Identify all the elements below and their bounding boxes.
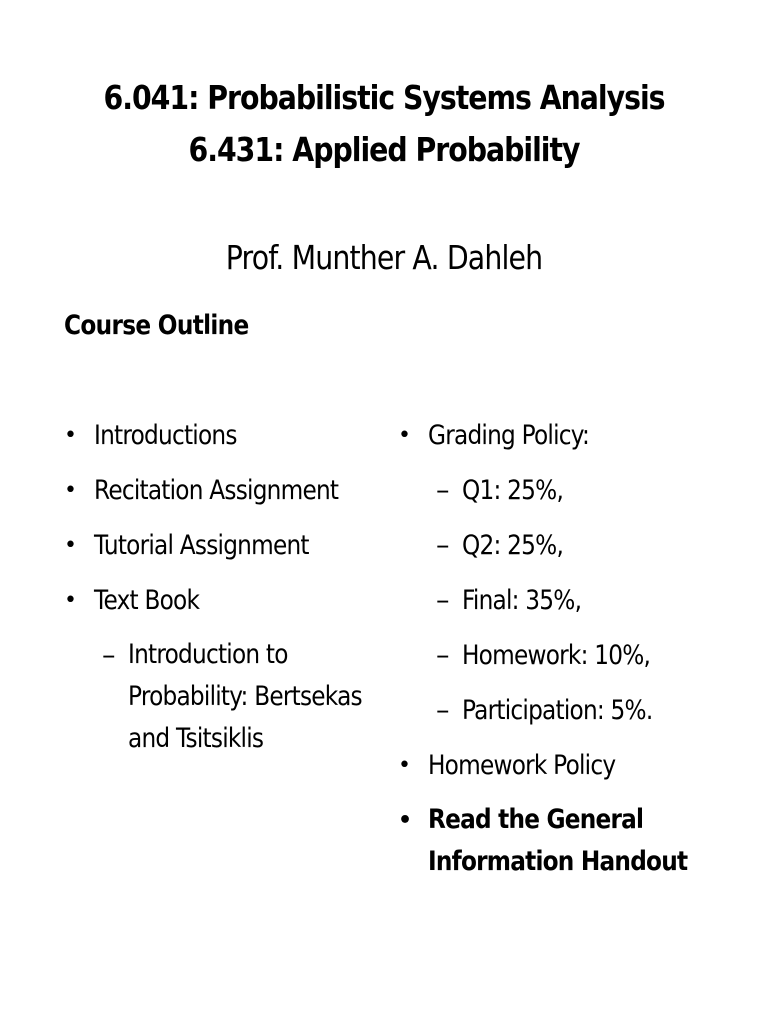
bullet-icon: •: [64, 588, 77, 613]
list-item-text-book: [62, 579, 382, 623]
list-item-homework-policy: [396, 744, 756, 788]
right-column: [396, 414, 756, 895]
read-handout-line-2: Information Handout: [428, 846, 688, 877]
left-bullet-list: [62, 414, 382, 761]
textbook-line-1: Introduction to: [128, 639, 288, 670]
slide-title: [0, 72, 768, 176]
read-handout-line-1: Read the General: [428, 804, 644, 835]
list-item-label: Recitation Assignment: [94, 475, 339, 506]
grading-item-label: Final: 35%,: [462, 585, 582, 616]
list-item-recitation-assignment: [62, 469, 382, 513]
dash-icon: –: [436, 585, 449, 616]
dash-icon: –: [436, 475, 449, 506]
bullet-icon: •: [398, 808, 412, 833]
list-item-label: Introductions: [94, 420, 237, 451]
grading-item-label: Homework: 10%,: [462, 640, 651, 671]
grading-item-label: Q2: 25%,: [462, 530, 564, 561]
grading-item-label: Q1: 25%,: [462, 475, 564, 506]
list-item-read-handout: [396, 799, 756, 884]
course-title-6041: 6.041: Probabilistic Systems Analysis: [103, 78, 665, 117]
grading-item-final: [396, 579, 756, 623]
course-outline-heading: Course Outline: [64, 310, 249, 341]
grading-item-homework: [396, 634, 756, 678]
list-item-label: Tutorial Assignment: [94, 530, 309, 561]
bullet-icon: •: [398, 423, 411, 448]
professor-name: Prof. Munther A. Dahleh: [225, 238, 543, 277]
textbook-reference-text: [128, 634, 362, 760]
left-column: [62, 414, 382, 772]
list-item-label: Text Book: [94, 585, 200, 616]
list-item-label: Grading Policy:: [428, 420, 590, 451]
bullet-icon: •: [64, 533, 77, 558]
list-item-introductions: [62, 414, 382, 458]
dash-icon: –: [436, 695, 449, 726]
bullet-icon: •: [398, 753, 411, 778]
right-bullet-list: [396, 414, 756, 884]
list-item-label: Homework Policy: [428, 750, 616, 781]
grading-item-q2: [396, 524, 756, 568]
dash-icon: –: [102, 640, 115, 671]
bullet-icon: •: [64, 423, 77, 448]
grading-item-participation: [396, 689, 756, 733]
dash-icon: –: [436, 530, 449, 561]
grading-item-label: Participation: 5%.: [462, 695, 653, 726]
textbook-line-3: and Tsitsiklis: [128, 723, 264, 754]
read-handout-text: [428, 799, 687, 883]
textbook-line-2: Probability: Bertsekas: [128, 681, 362, 712]
grading-item-q1: [396, 469, 756, 513]
bullet-icon: •: [64, 478, 77, 503]
textbook-reference: [62, 634, 382, 761]
list-item-grading-policy: [396, 414, 756, 458]
list-item-tutorial-assignment: [62, 524, 382, 568]
course-title-6431: 6.431: Applied Probability: [188, 130, 580, 169]
dash-icon: –: [436, 640, 449, 671]
